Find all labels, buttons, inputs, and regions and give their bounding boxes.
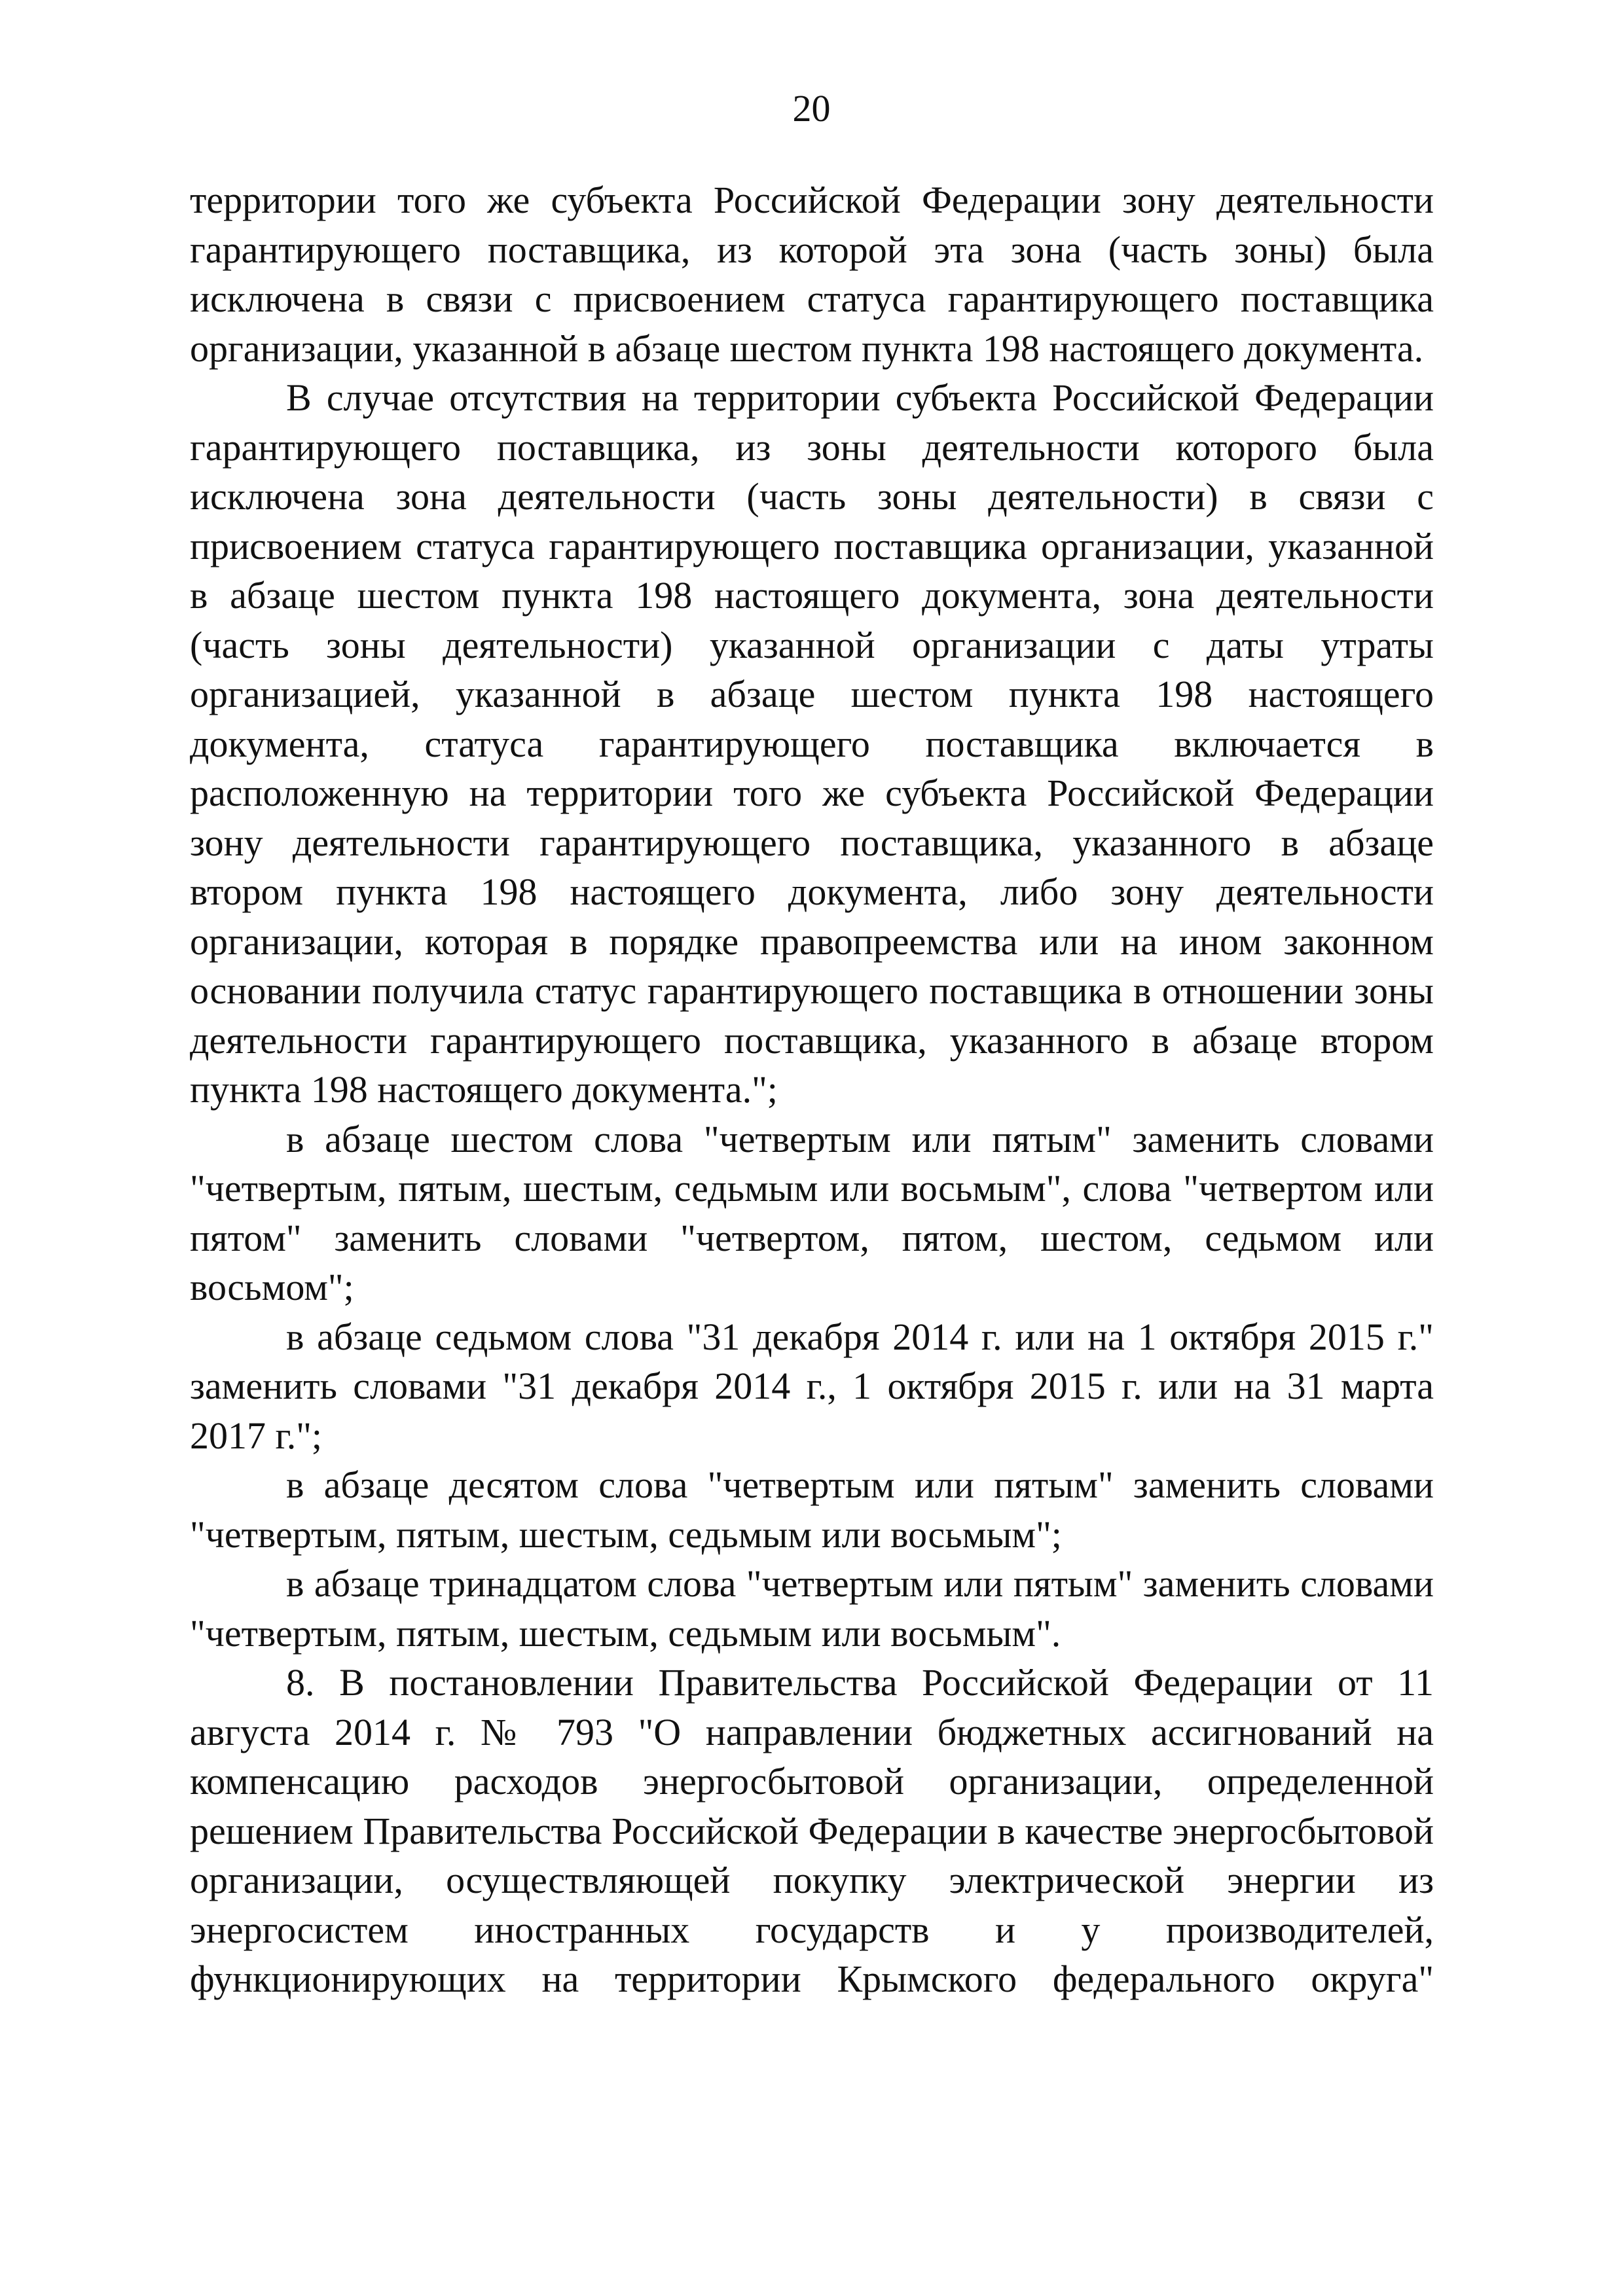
paragraph-amend-tenth: в абзаце десятом слова "четвертым или пятым" заменить словами "четвертым, пятым, шестым, седьмым или восьмым";	[190, 1463, 1434, 1556]
page-number: 20	[792, 87, 831, 130]
paragraph-amend-thirteenth: в абзаце тринадцатом слова "четвертым или пятым" заменить словами "четвертым, пятым, шестым, седьмым или восьмым".	[190, 1562, 1434, 1655]
paragraph-amend-seventh: в абзаце седьмом слова "31 декабря 2014 г. или на 1 октября 2015 г." заменить словами "31 декабря 2014 г., 1 октября 2015 г. или на 31 марта 2017 г.";	[190, 1315, 1434, 1457]
document-body	[190, 175, 1434, 2004]
paragraph-amend-sixth: в абзаце шестом слова "четвертым или пятым" заменить словами "четвертым, пятым, шестым, седьмым или восьмым", слова "четвертом или пятом" заменить словами "четвертом, пятом, шестом, седьмом или восьмом";	[190, 1117, 1434, 1308]
paragraph-item-8: 8. В постановлении Правительства Российской Федерации от 11 августа 2014 г. № 793 "О направлении бюджетных ассигнований на компенсацию расходов энергосбытовой организации, определенной решением Правительства Российской Федерации в качестве энергосбытовой организации, осуществляющей покупку электрической энергии из энергосистем иностранных государств и у производителей, функционирующих на территории Крымского федерального округа"	[190, 1661, 1434, 2000]
paragraph-continuation: территории того же субъекта Российской Федерации зону деятельности гарантирующего поставщика, из которой эта зона (часть зоны) была исключена в связи с присвоением статуса гарантирующего поставщика организации, указанной в абзаце шестом пункта 198 настоящего документа.	[190, 179, 1434, 370]
paragraph-missing-supplier: В случае отсутствия на территории субъекта Российской Федерации гарантирующего поставщика, из зоны деятельности которого была исключена зона деятельности (часть зоны деятельности) в связи с присвоением статуса гарантирующего поставщика организации, указанной в абзаце шестом пункта 198 настоящего документа, зона деятельности (часть зоны деятельности) указанной организации с даты утраты организацией, указанной в абзаце шестом пункта 198 настоящего документа, статуса гарантирующего поставщика включается в расположенную на территории того же субъекта Российской Федерации зону деятельности гарантирующего поставщика, указанного в абзаце втором пункта 198 настоящего документа, либо зону деятельности организации, которая в порядке правопреемства или на ином законном основании получила статус гарантирующего поставщика в отношении зоны деятельности гарантирующего поставщика, указанного в абзаце втором пункта 198 настоящего документа.";	[190, 376, 1434, 1111]
